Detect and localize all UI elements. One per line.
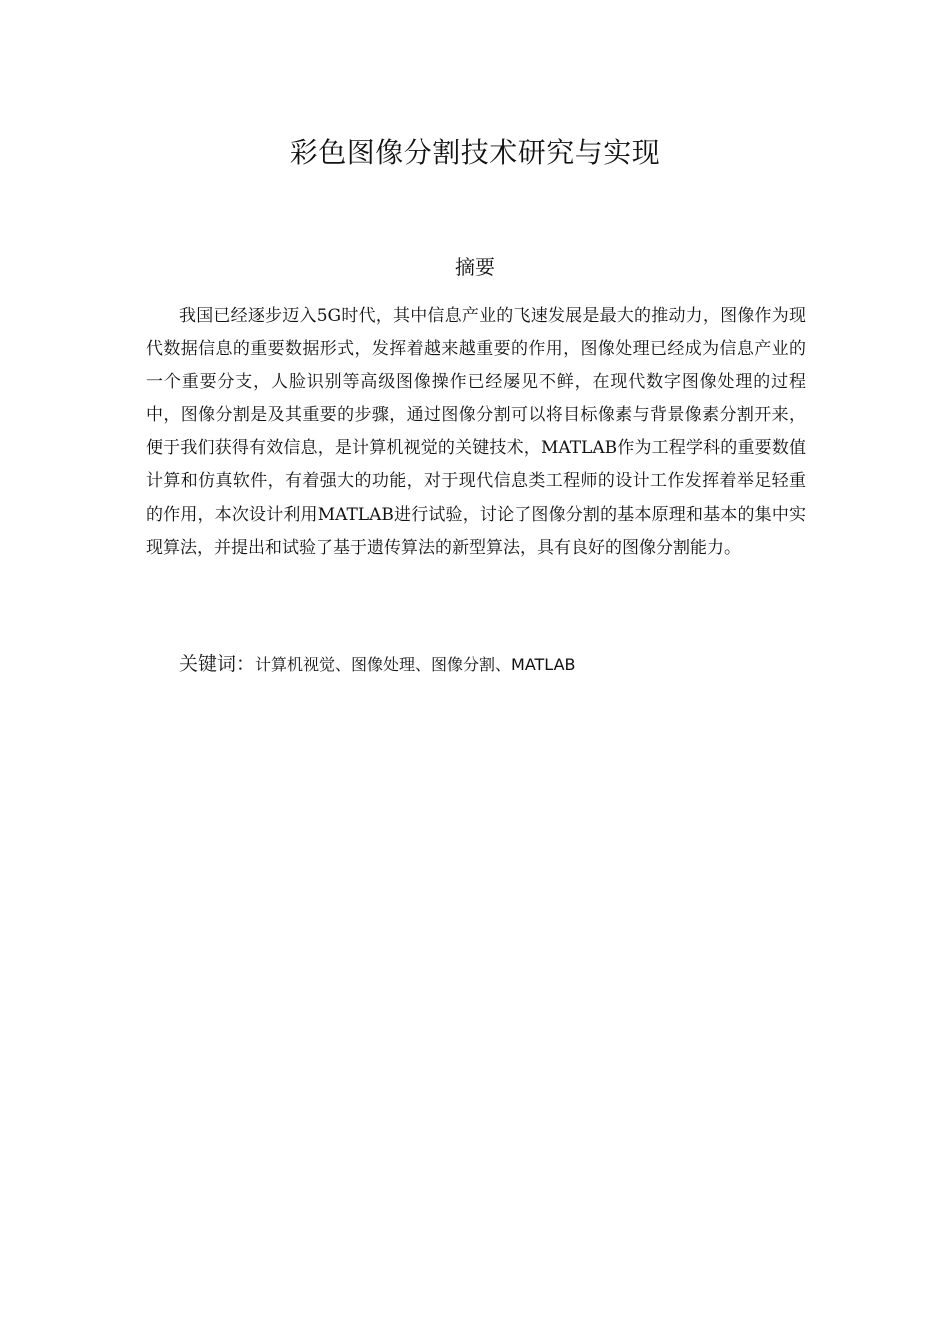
abstract-heading: 摘要	[455, 255, 495, 279]
keywords-label: 关键词：	[179, 653, 256, 675]
keywords-line	[179, 648, 806, 681]
abstract-body: 我国已经逐步迈入5G时代，其中信息产业的飞速发展是最大的推动力，图像作为现代数据信息的重要数据形式，发挥着越来越重要的作用，图像处理已经成为信息产业的一个重要分支，人脸识别等高级图像操作已经屡见不鲜，在现代数字图像处理的过程中，图像分割是及其重要的步骤，通过图像分割可以将目标像素与背景像素分割开来，便于我们获得有效信息，是计算机视觉的关键技术，MATLAB作为工程学科的重要数值计算和仿真软件，有着强大的功能，对于现代信息类工程师的设计工作发挥着举足轻重的作用，本次设计利用MATLAB进行试验，讨论了图像分割的基本原理和基本的集中实现算法，并提出和试验了基于遗传算法的新型算法，具有良好的图像分割能力。	[146, 306, 806, 558]
keywords-values: 计算机视觉、图像处理、图像分割、MATLAB	[255, 655, 576, 674]
paper-title: 彩色图像分割技术研究与实现	[289, 136, 661, 169]
